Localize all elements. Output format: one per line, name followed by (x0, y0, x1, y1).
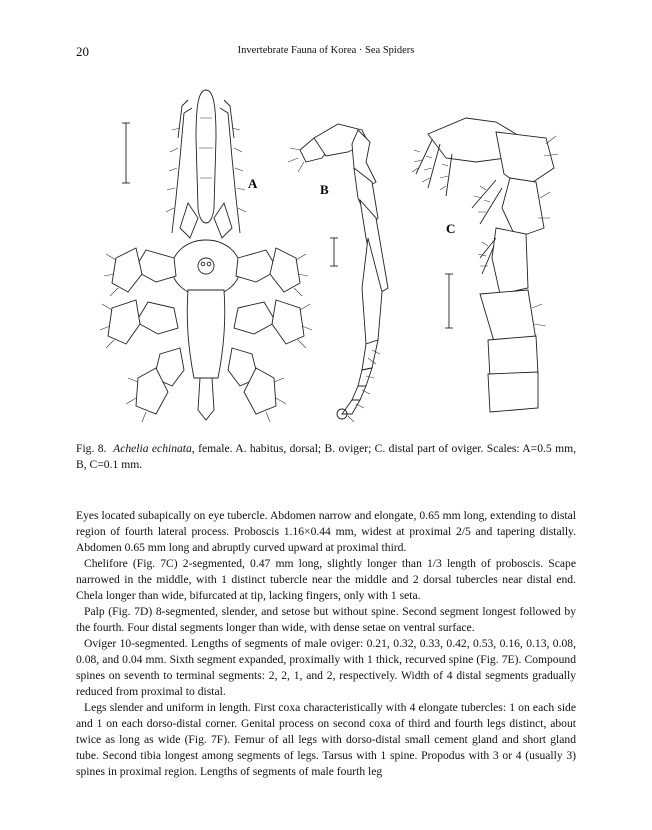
running-header: Invertebrate Fauna of Korea · Sea Spiders (237, 45, 415, 56)
habitus-drawing (100, 90, 312, 422)
paragraph-eyes: Eyes located subapically on eye tubercle. Abdomen narrow and elongate, 0.65 mm long, extending to distal region of fourth lateral process. Proboscis 1.16×0.44 mm, widest at proximal 2/5 and tapering distally. Abdomen 0.65 mm long and abruptly curved upward at proximal third. (76, 509, 576, 554)
oviger-drawing (288, 124, 388, 422)
body-text (76, 508, 576, 780)
caption-text: , female. A. habitus, dorsal; B. oviger; C. distal part of oviger. Scales: A=0.5 mm, B, C=0.1 mm. (76, 442, 576, 471)
figure-8 (76, 78, 576, 428)
oviger-distal-drawing (412, 118, 558, 412)
panel-label-c: C (446, 221, 456, 236)
figure-illustration (76, 78, 576, 428)
paragraph-palp: Palp (Fig. 7D) 8-segmented, slender, and setose but without spine. Second segment longest followed by the fourth. Four distal segments longer than wide, with dense setae on ventral surface. (76, 605, 576, 634)
figure-caption (76, 441, 576, 473)
panel-label-b: B (320, 182, 329, 197)
paragraph-chelifore: Chelifore (Fig. 7C) 2-segmented, 0.47 mm long, slightly longer than 1/3 length of proboscis. Scape narrowed in the middle, with 1 distinct tubercle near the middle and 2 dorsal tubercles near distal end. Chela longer than wide, bifurcated at tip, lacking fingers, only with 1 seta. (76, 557, 576, 602)
page-number: 20 (76, 44, 89, 59)
caption-species: Achelia echinata (113, 442, 192, 455)
paragraph-legs: Legs slender and uniform in length. First coxa characteristically with 4 elongate tubercles: 1 on each side and 1 on each dorso-distal corner. Genital process on second coxa of third and fourth legs distinct, about twice as long as wide (Fig. 7F). Femur of all legs with dorso-distal small cement gland and short gland tube. Second tibia longest among segments of legs. Tarsus with 1 spine. Propodus with 3 or 4 (usually 3) spines in proximal region. Lengths of segments of male fourth leg (76, 701, 576, 778)
paragraph-oviger: Oviger 10-segmented. Lengths of segments of male oviger: 0.21, 0.32, 0.33, 0.42, 0.53, 0.16, 0.13, 0.08, 0.08, and 0.04 mm. Sixth segment expanded, proximally with 1 thick, recurved spine (Fig. 7E). Compound spines on seventh to terminal segments: 2, 2, 1, and 2, respectively. Width of 4 distal segments gradually reduced from proximal to distal. (76, 637, 576, 698)
panel-label-a: A (248, 176, 258, 191)
caption-prefix: Fig. 8. (76, 442, 107, 455)
